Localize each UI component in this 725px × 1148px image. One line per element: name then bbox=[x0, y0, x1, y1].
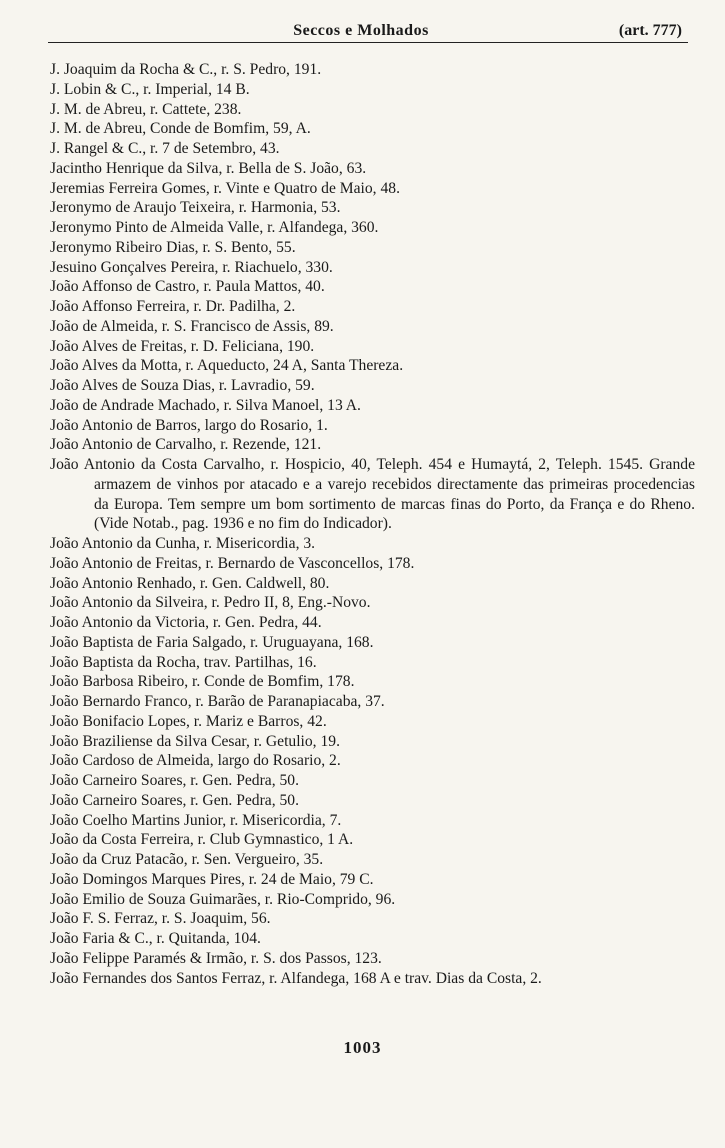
directory-entry: João Antonio de Freitas, r. Bernardo de Vasconcellos, 178. bbox=[50, 554, 415, 572]
directory-entry: João Faria & C., r. Quitanda, 104. bbox=[50, 930, 261, 947]
directory-entry: João Felippe Paramés & Irmão, r. S. dos Passos, 123. bbox=[50, 949, 382, 967]
directory-entry: João Baptista da Rocha, trav. Partilhas, 16. bbox=[50, 653, 317, 671]
directory-entry: João Affonso Ferreira, r. Dr. Padilha, 2. bbox=[50, 298, 296, 315]
directory-entry: J. M. de Abreu, r. Cattete, 238. bbox=[50, 100, 242, 118]
directory-entry: J. Joaquim da Rocha & C., r. S. Pedro, 191. bbox=[50, 61, 322, 78]
directory-entry: Jesuino Gonçalves Pereira, r. Riachuelo, 330. bbox=[50, 258, 333, 276]
directory-entry: João F. S. Ferraz, r. S. Joaquim, 56. bbox=[50, 910, 271, 928]
directory-entry: J. Lobin & C., r. Imperial, 14 B. bbox=[50, 80, 250, 98]
article-reference: (art. 777) bbox=[618, 22, 682, 39]
directory-entry: João Antonio de Carvalho, r. Rezende, 121. bbox=[50, 436, 322, 454]
directory-entry: João Cardoso de Almeida, largo do Rosario, 2. bbox=[50, 752, 341, 770]
directory-entry: João Alves de Souza Dias, r. Lavradio, 59. bbox=[50, 377, 315, 394]
directory-entry: J. Rangel & C., r. 7 de Setembro, 43. bbox=[50, 140, 280, 157]
directory-entry: João Bernardo Franco, r. Barão de Paranapiacaba, 37. bbox=[50, 693, 385, 710]
directory-entry: João Emilio de Souza Guimarães, r. Rio-Comprido, 96. bbox=[50, 890, 396, 908]
directory-entry: Jeronymo Pinto de Almeida Valle, r. Alfandega, 360. bbox=[50, 219, 379, 236]
directory-entry: João Domingos Marques Pires, r. 24 de Maio, 79 C. bbox=[50, 870, 374, 888]
directory-entry: João Antonio de Barros, largo do Rosario, 1. bbox=[50, 416, 328, 434]
directory-entry: João Antonio da Silveira, r. Pedro II, 8, Eng.-Novo. bbox=[50, 594, 371, 612]
directory-entry: Jeremias Ferreira Gomes, r. Vinte e Quatro de Maio, 48. bbox=[50, 179, 400, 197]
directory-entry: João de Almeida, r. S. Francisco de Assis, 89. bbox=[50, 317, 334, 335]
directory-entry: João Braziliense da Silva Cesar, r. Getulio, 19. bbox=[50, 732, 340, 750]
directory-entry: João de Andrade Machado, r. Silva Manoel, 13 A. bbox=[50, 396, 361, 414]
directory-entry: João Baptista de Faria Salgado, r. Uruguayana, 168. bbox=[50, 633, 374, 651]
running-header bbox=[48, 22, 688, 43]
directory-entry: João Alves da Motta, r. Aqueducto, 24 A, Santa Thereza. bbox=[50, 357, 404, 375]
directory-entry: João Antonio da Cunha, r. Misericordia, 3. bbox=[50, 535, 316, 552]
page-number: 1003 bbox=[343, 1038, 382, 1057]
directory-entry: João Fernandes dos Santos Ferraz, r. Alfandega, 168 A e trav. Dias da Costa, 2. bbox=[50, 969, 542, 987]
section-title: Seccos e Molhados bbox=[293, 22, 429, 39]
directory-entry: Jeronymo de Araujo Teixeira, r. Harmonia, 53. bbox=[50, 199, 341, 217]
directory-entry: J. M. de Abreu, Conde de Bomfim, 59, A. bbox=[50, 120, 311, 138]
directory-entry: Jacintho Henrique da Silva, r. Bella de S. João, 63. bbox=[50, 159, 367, 177]
directory-entry-list bbox=[50, 60, 695, 988]
directory-entry: João Affonso de Castro, r. Paula Mattos, 40. bbox=[50, 278, 325, 296]
directory-entry: João Bonifacio Lopes, r. Mariz e Barros, 42. bbox=[50, 712, 327, 730]
directory-entry: João da Costa Ferreira, r. Club Gymnastico, 1 A. bbox=[50, 831, 354, 849]
directory-entry: João Carneiro Soares, r. Gen. Pedra, 50. bbox=[50, 772, 300, 789]
directory-entry: João Antonio Renhado, r. Gen. Caldwell, 80. bbox=[50, 574, 330, 592]
directory-entry: João Antonio da Victoria, r. Gen. Pedra, 44. bbox=[50, 614, 322, 631]
directory-entry: Jeronymo Ribeiro Dias, r. S. Bento, 55. bbox=[50, 238, 296, 256]
directory-entry: João Alves de Freitas, r. D. Feliciana, 190. bbox=[50, 337, 315, 355]
directory-entry: João Coelho Martins Junior, r. Misericordia, 7. bbox=[50, 811, 342, 829]
directory-entry: João da Cruz Patacão, r. Sen. Vergueiro, 35. bbox=[50, 851, 324, 868]
directory-entry: João Antonio da Costa Carvalho, r. Hospicio, 40, Teleph. 454 e Humaytá, 2, Teleph. 1545. Grande armazem de vinhos por atacado e a varejo recebidos directamente das primeiras procedencias da Europa. Tem sempre um bom sortimento de marcas finas do Porto, da França e do Rheno. (Vide Notab., pag. 1936 e no fim do Indicador). bbox=[50, 456, 695, 533]
directory-entry: João Barbosa Ribeiro, r. Conde de Bomfim, 178. bbox=[50, 673, 355, 691]
directory-entry: João Carneiro Soares, r. Gen. Pedra, 50. bbox=[50, 791, 300, 809]
